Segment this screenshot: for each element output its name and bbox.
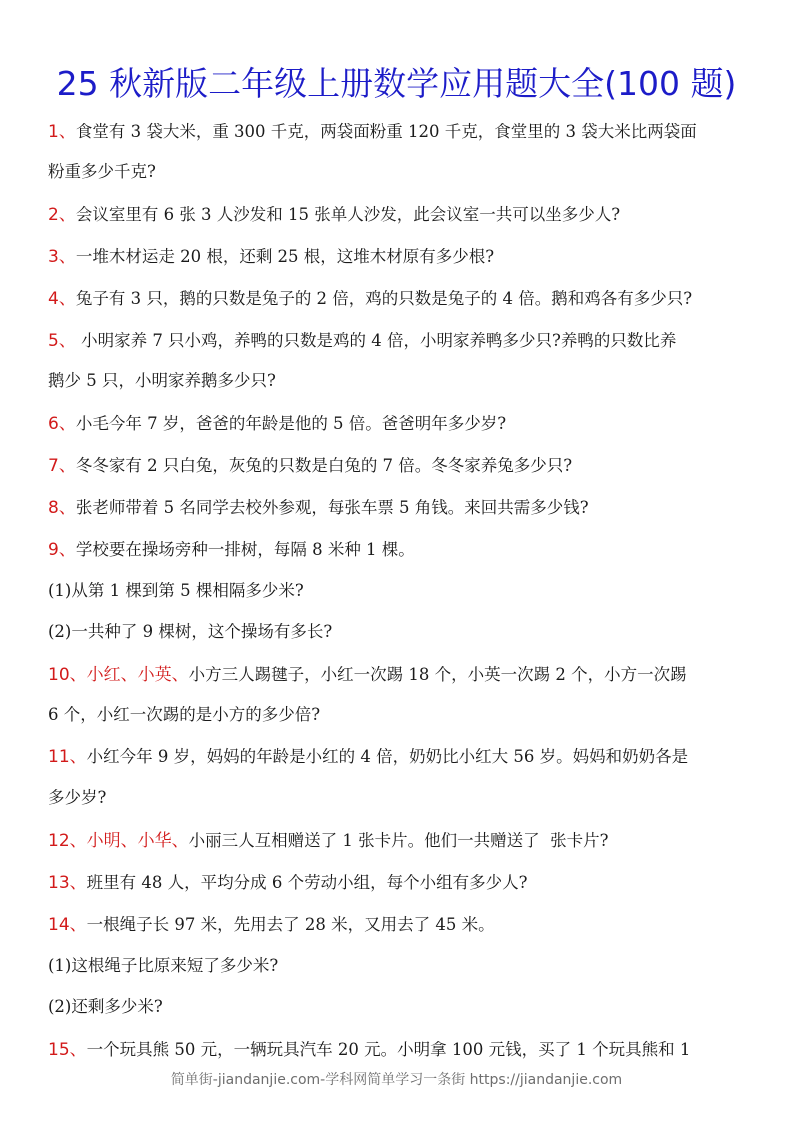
question-8 [48, 496, 589, 520]
question-text: 6 个，小红一次踢的是小方的多少倍? [48, 705, 321, 724]
question-text: 班里有 48 人，平均分成 6 个劳动小组，每个小组有多少人? [86, 873, 528, 892]
question-number: 12、 [48, 831, 87, 851]
question-number: 3、 [48, 247, 76, 267]
question-14-sub-1 [48, 954, 278, 978]
question-9 [48, 538, 415, 562]
question-4 [48, 287, 692, 311]
question-6 [48, 412, 506, 436]
question-number: 10、 [48, 665, 87, 685]
question-text: 一堆木材运走 20 根，还剩 25 根，这堆木材原有多少根? [75, 247, 495, 266]
question-10-continued [48, 703, 320, 727]
question-number: 5、 [48, 331, 76, 351]
question-text: 小红今年 9 岁，妈妈的年龄是小红的 4 倍，奶奶比小红大 56 岁。妈妈和奶奶各是 [86, 747, 689, 766]
question-number: 14、 [48, 915, 87, 935]
question-number: 11、 [48, 747, 87, 767]
question-number: 4、 [48, 289, 76, 309]
question-12 [48, 829, 608, 853]
question-number: 13、 [48, 873, 87, 893]
page-footer-watermark: 简单街-jiandanjie.com-学科网简单学习一条街 https://jiandanjie.com [170, 1072, 623, 1088]
sub-question-text: (1)这根绳子比原来短了多少米? [48, 956, 279, 975]
question-text: 学校要在操场旁种一排树，每隔 8 米种 1 棵。 [75, 540, 415, 559]
highlighted-names: 小红、小英、 [86, 665, 189, 685]
question-text: 张老师带着 5 名同学去校外参观，每张车票 5 角钱。来回共需多少钱? [75, 498, 589, 517]
question-text: 鹅少 5 只，小明家养鹅多少只? [48, 371, 276, 390]
question-2 [48, 203, 620, 227]
question-1 [48, 120, 697, 144]
question-9-sub-1 [48, 579, 304, 603]
question-number: 8、 [48, 498, 76, 518]
question-10 [48, 663, 687, 687]
question-text: 小毛今年 7 岁，爸爸的年龄是他的 5 倍。爸爸明年多少岁? [75, 414, 507, 433]
question-14-sub-2 [48, 995, 163, 1019]
question-number: 2、 [48, 205, 76, 225]
question-number: 9、 [48, 540, 76, 560]
highlighted-names: 小明、小华、 [86, 831, 189, 851]
question-text: 小丽三人互相赠送了 1 张卡片。他们一共赠送了 张卡片? [188, 831, 609, 850]
sub-question-text: (2)一共种了 9 棵树，这个操场有多长? [48, 622, 333, 641]
question-number: 15、 [48, 1040, 87, 1060]
question-text: 兔子有 3 只，鹅的只数是兔子的 2 倍，鸡的只数是兔子的 4 倍。鹅和鸡各有多少只? [75, 289, 693, 308]
question-11-continued [48, 786, 106, 810]
question-15 [48, 1038, 690, 1062]
sub-question-text: (1)从第 1 棵到第 5 棵相隔多少米? [48, 581, 304, 600]
sub-question-text: (2)还剩多少米? [48, 997, 163, 1016]
question-7 [48, 454, 572, 478]
question-text: 小明家养 7 只小鸡，养鸭的只数是鸡的 4 倍，小明家养鸭多少只?养鸭的只数比养 [75, 331, 677, 350]
question-5-continued [48, 369, 276, 393]
question-14 [48, 913, 495, 937]
question-text: 粉重多少千克? [48, 162, 156, 181]
question-5 [48, 329, 676, 353]
question-text: 多少岁? [48, 788, 107, 807]
question-text: 一根绳子长 97 米，先用去了 28 米，又用去了 45 米。 [86, 915, 495, 934]
question-number: 7、 [48, 456, 76, 476]
question-3 [48, 245, 494, 269]
question-text: 小方三人踢毽子，小红一次踢 18 个，小英一次踢 2 个，小方一次踢 [188, 665, 687, 684]
document-title: 25 秋新版二年级上册数学应用题大全(100 题) [56, 64, 737, 103]
question-1-continued [48, 160, 156, 184]
question-number: 6、 [48, 414, 76, 434]
question-number: 1、 [48, 122, 76, 142]
question-text: 冬冬家有 2 只白兔，灰兔的只数是白兔的 7 倍。冬冬家养兔多少只? [75, 456, 573, 475]
question-text: 一个玩具熊 50 元，一辆玩具汽车 20 元。小明拿 100 元钱，买了 1 个玩具熊和 1 [86, 1040, 691, 1059]
question-9-sub-2 [48, 620, 332, 644]
question-13 [48, 871, 527, 895]
question-text: 食堂有 3 袋大米，重 300 千克，两袋面粉重 120 千克，食堂里的 3 袋大米比两袋面 [75, 122, 697, 141]
question-11 [48, 745, 688, 769]
question-text: 会议室里有 6 张 3 人沙发和 15 张单人沙发，此会议室一共可以坐多少人? [75, 205, 621, 224]
